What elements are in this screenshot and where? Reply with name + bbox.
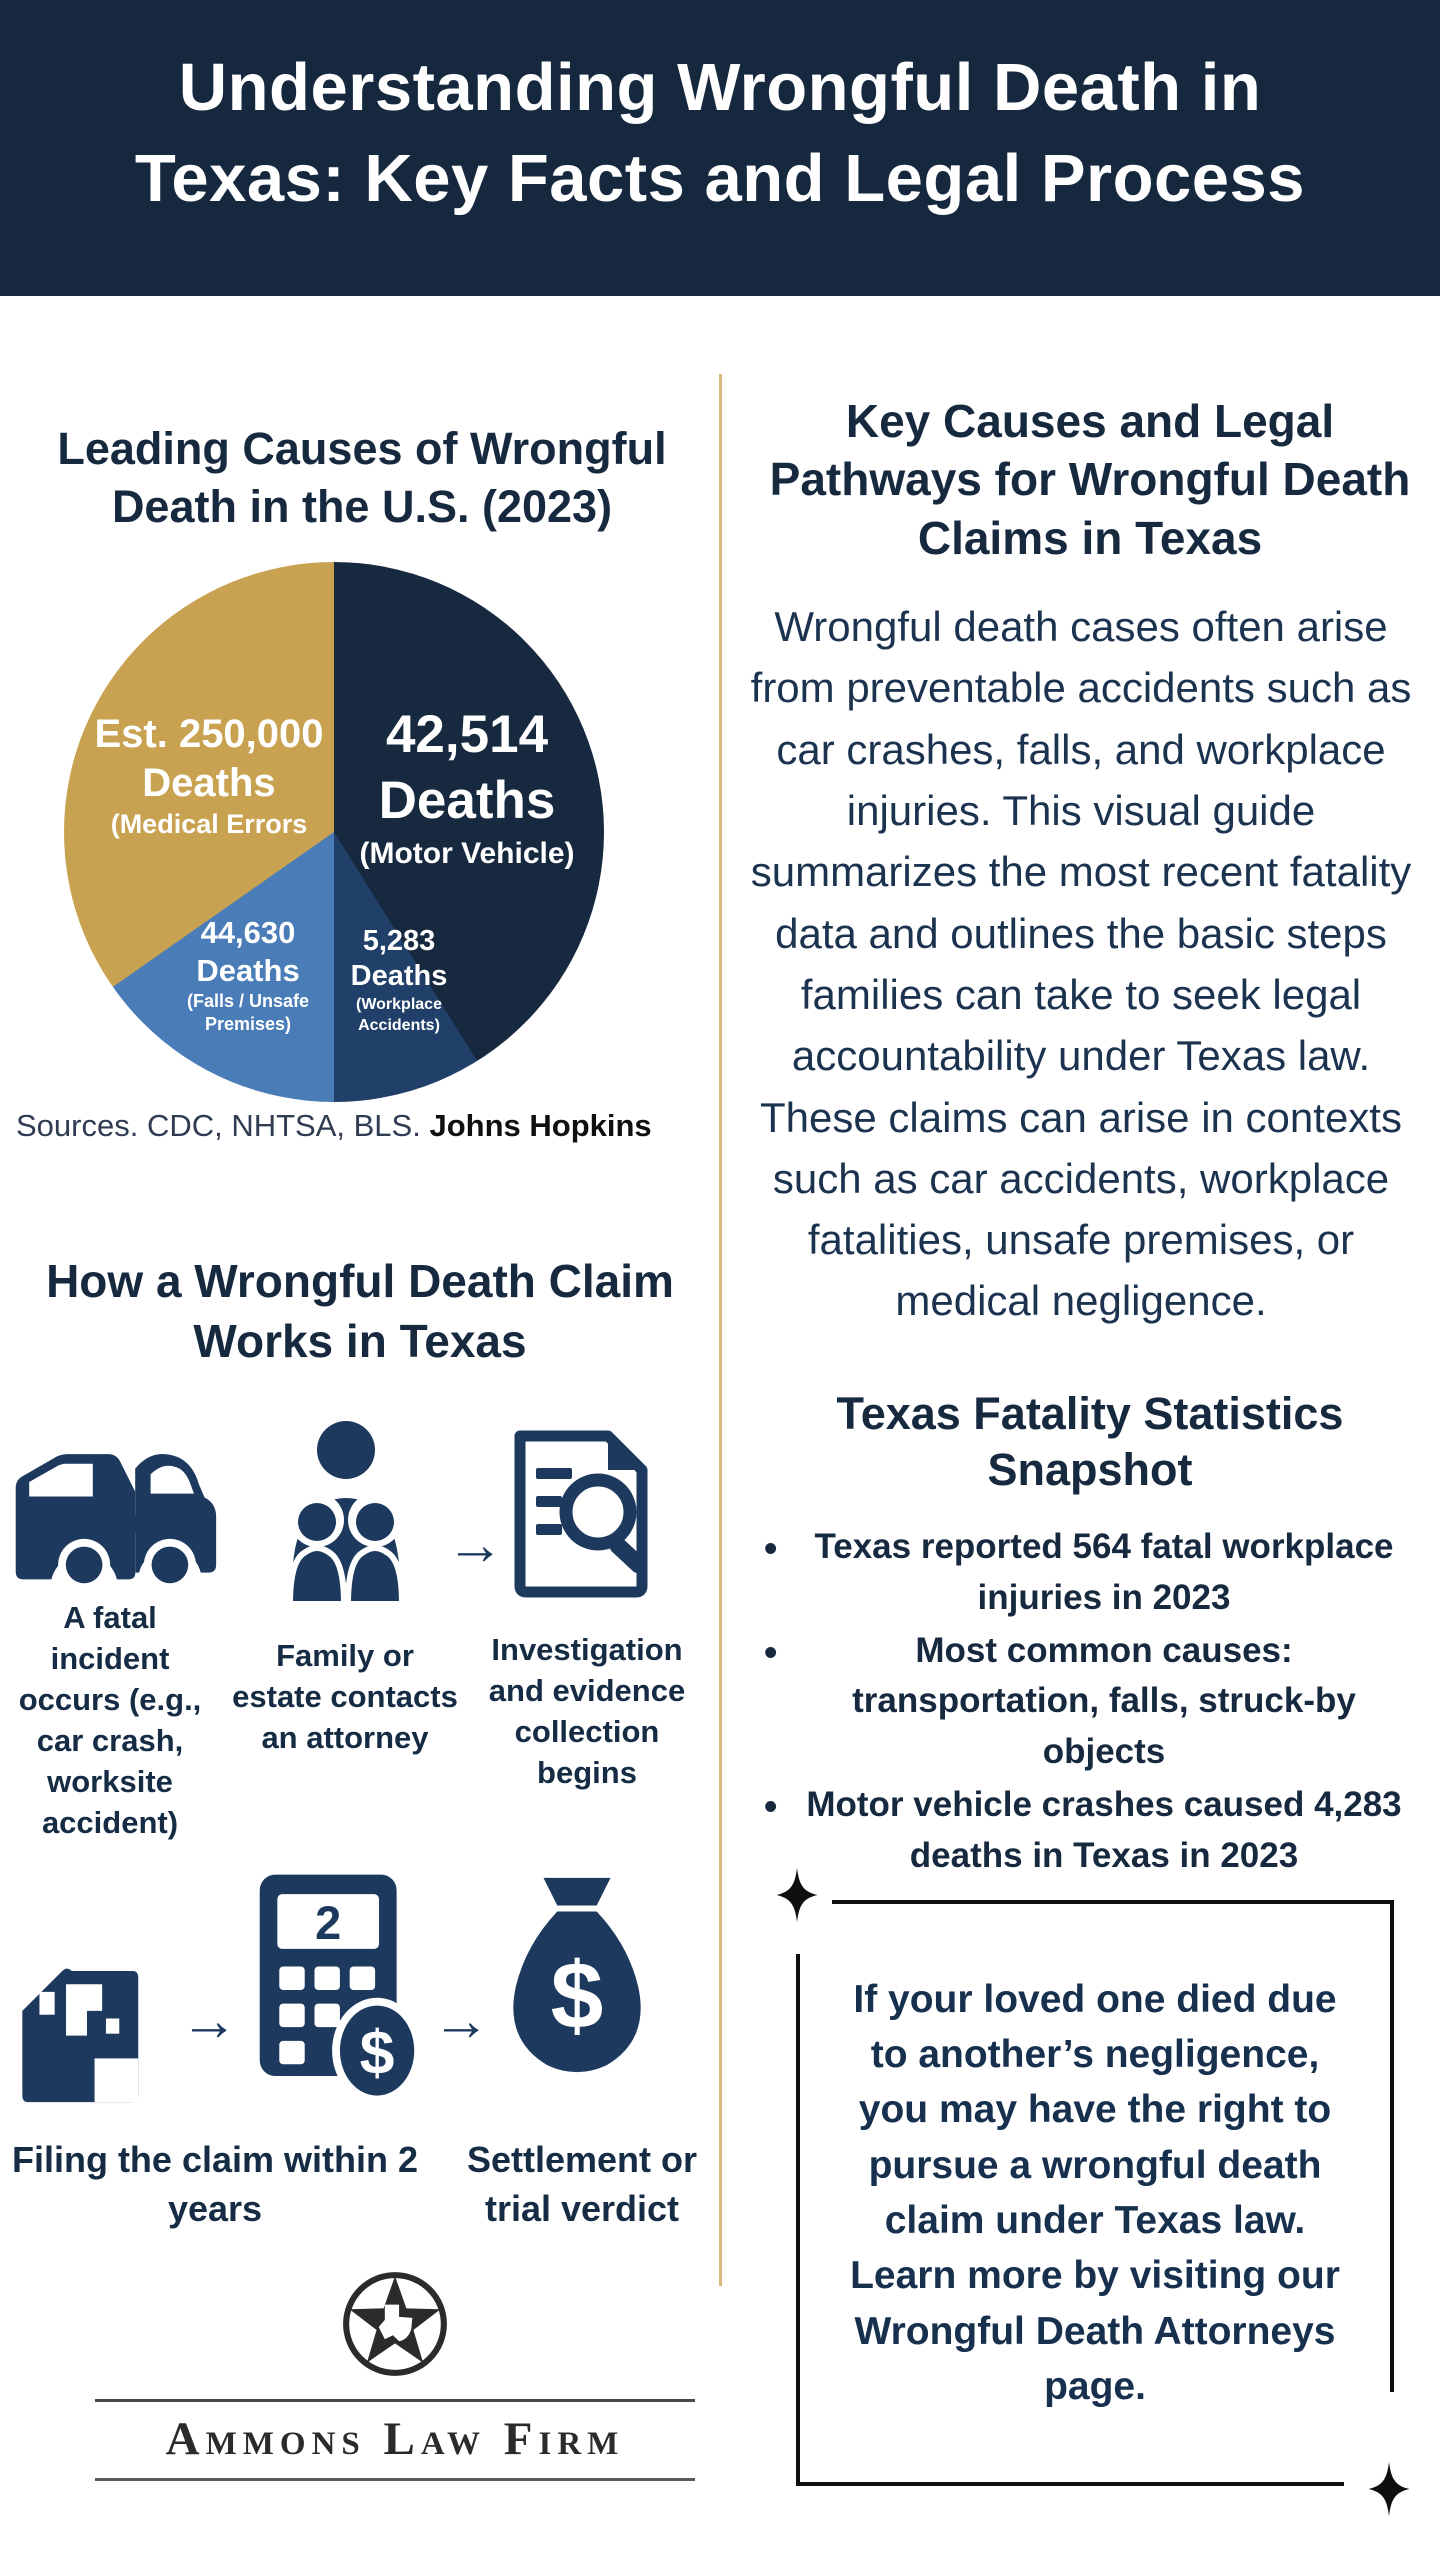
step-label-investigation-begins: Investigation and evidence collection begins bbox=[488, 1632, 686, 1790]
right-heading: Key Causes and Legal Pathways for Wrongful Death Claims in Texas bbox=[769, 395, 1411, 564]
pie-value-word: Deaths bbox=[196, 952, 300, 988]
pie-value: 42,514 bbox=[385, 705, 549, 764]
page-title: Understanding Wrongful Death in Texas: Key Facts and Legal Process bbox=[134, 50, 1306, 217]
stats-list bbox=[788, 1522, 1420, 1883]
svg-text:$: $ bbox=[550, 1942, 604, 2049]
sources-bold-text: Johns Hopkins bbox=[429, 1108, 652, 1143]
step-label-settlement-verdict: Settlement or trial verdict bbox=[466, 2139, 698, 2229]
pie-value: 44,630 bbox=[200, 915, 296, 950]
pie-value: 5,283 bbox=[362, 925, 436, 957]
sparkle-icon bbox=[770, 1868, 824, 1922]
pie-category: (Falls / Unsafe Premises) bbox=[186, 990, 310, 1035]
step-label-family-contacts-attorney: Family or estate contacts an attorney bbox=[232, 1638, 458, 1755]
arrow-right-icon: → bbox=[446, 1512, 504, 1577]
logo-name: Ammons Law Firm bbox=[165, 2413, 625, 2465]
cta-box bbox=[796, 1900, 1394, 2486]
svg-text:2: 2 bbox=[315, 1897, 342, 1950]
step-label-fatal-incident: A fatal incident occurs (e.g., car crash, worksite accident) bbox=[18, 1600, 202, 1840]
process-heading: How a Wrongful Death Claim Works in Texas bbox=[46, 1255, 674, 1367]
arrow-right-icon: → bbox=[180, 1988, 238, 2053]
pie-value: Est. 250,000 bbox=[94, 712, 324, 756]
cta-text: If your loved one died due to another’s negligence, you may have the right to pursue a wrongful death claim under Texas law. Learn more by visiting our Wrongful Death Attorneys page. bbox=[850, 1977, 1340, 2409]
pie-category: (Workplace Accidents) bbox=[356, 995, 442, 1034]
sources-text: Sources. CDC, NHTSA, BLS. bbox=[16, 1108, 421, 1143]
arrow-right-icon: → bbox=[432, 1988, 490, 2053]
chart-heading: Leading Causes of Wrongful Death in the U.S. (2023) bbox=[57, 423, 667, 532]
intro-paragraph: Wrongful death cases often arise from preventable accidents such as car crashes, falls, and workplace injuries. This visual guide summarizes the most recent fatality data and outlines the basic steps families can take to seek legal accountability under Texas law. These claims can arise in contexts such as car accidents, workplace fatalities, unsafe premises, or medical negligence. bbox=[750, 603, 1412, 1325]
step-label-filing-claim: Filing the claim within 2 years bbox=[11, 2139, 419, 2229]
pie-value-word: Deaths bbox=[142, 760, 276, 805]
stats-item: • Texas reported 564 fatal workplace injuries in 2023 bbox=[788, 1522, 1420, 1624]
stats-item: • Motor vehicle crashes caused 4,283 deaths in Texas in 2023 bbox=[788, 1780, 1420, 1882]
stats-item: • Most common causes: transportation, falls, struck-by objects bbox=[788, 1626, 1420, 1778]
sparkle-icon bbox=[1362, 2462, 1416, 2516]
pie-category: (Motor Vehicle) bbox=[359, 836, 575, 870]
pie-value-word: Deaths bbox=[378, 771, 556, 831]
pie-category: (Medical Errors bbox=[110, 808, 308, 839]
stats-heading: Texas Fatality Statistics Snapshot bbox=[836, 1388, 1344, 1496]
pie-value-word: Deaths bbox=[350, 960, 448, 993]
svg-text:$: $ bbox=[359, 2018, 395, 2089]
